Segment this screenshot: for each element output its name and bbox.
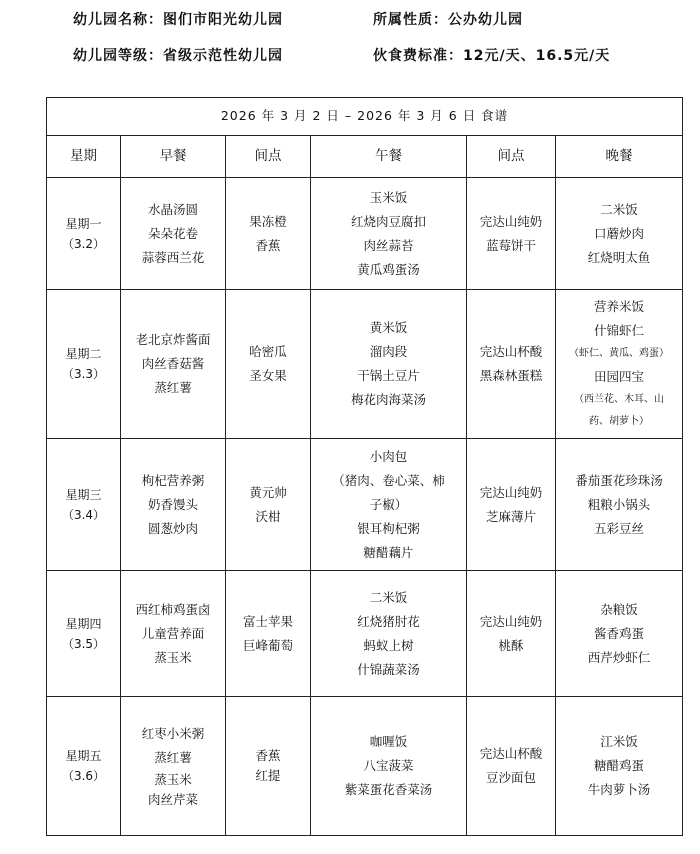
menu-item: 黄米饭: [369, 320, 408, 335]
menu-item: 香蕉: [255, 237, 281, 253]
afternoon-snack-cell: [467, 571, 556, 697]
weekly-menu-table: [46, 97, 683, 836]
menu-item: 糖醋鸡蛋: [594, 758, 645, 773]
kindergarten-level-value: 省级示范性幼儿园: [163, 48, 283, 64]
menu-item-ingredients: 子椒）: [369, 496, 408, 512]
kindergarten-level: [73, 45, 283, 65]
menu-item: 黄元帅: [249, 484, 287, 500]
menu-item: 梅花肉海菜汤: [350, 392, 426, 407]
menu-row-thursday: [47, 571, 683, 697]
menu-item: 干锅土豆片: [357, 368, 420, 383]
weekday-date: （3.3）: [61, 367, 106, 381]
menu-item: 沃柑: [255, 508, 281, 524]
menu-item: 圣女果: [249, 368, 287, 383]
menu-item: 芝麻薄片: [485, 508, 536, 524]
lunch-cell: [311, 571, 467, 697]
menu-item: 银耳枸杞粥: [357, 520, 420, 536]
menu-item: 圆葱炒肉: [147, 520, 198, 536]
menu-item: 紫菜蛋花香菜汤: [344, 782, 433, 797]
menu-item: 枸杞营养粥: [141, 472, 205, 488]
menu-item: 二米饭: [600, 201, 638, 217]
menu-item: 蒸红薯: [154, 380, 192, 395]
menu-item-ingredients: 药、胡萝卜）: [589, 416, 650, 427]
menu-item: 巨峰葡萄: [242, 637, 293, 653]
lunch-cell: [311, 697, 467, 836]
column-header-afternoon-snack: 间点: [467, 136, 556, 178]
column-header-morning-snack: 间点: [226, 136, 311, 178]
menu-item: 田园四宝: [594, 369, 645, 384]
menu-item-ingredients: （虾仁、黄瓜、鸡蛋）: [569, 348, 670, 359]
dinner-cell: [556, 439, 683, 571]
morning-snack-cell: [226, 439, 311, 571]
column-header-row: [47, 136, 683, 178]
weekday-cell: [47, 697, 121, 836]
kindergarten-name-value: 图们市阳光幼儿园: [163, 12, 283, 28]
dinner-cell: [556, 571, 683, 697]
menu-item: 肉丝香菇酱: [141, 356, 205, 371]
afternoon-snack-cell: [467, 439, 556, 571]
breakfast-cell: [121, 439, 226, 571]
menu-item: 完达山纯奶: [479, 213, 543, 229]
menu-row-monday: [47, 178, 683, 290]
dinner-cell: [556, 290, 683, 439]
menu-item: 完达山杯酸: [479, 746, 543, 761]
menu-item: 香蕉: [255, 748, 281, 763]
dinner-cell: [556, 178, 683, 290]
menu-item: 果冻橙: [249, 213, 287, 229]
menu-item: 溜肉段: [369, 344, 408, 359]
menu-item: 酱香鸡蛋: [594, 625, 645, 641]
kindergarten-nature: [373, 9, 523, 29]
afternoon-snack-cell: [467, 178, 556, 290]
menu-item: 奶香馒头: [147, 496, 198, 512]
menu-item: 肉丝蒜苔: [363, 237, 414, 253]
weekday-date: （3.2）: [61, 236, 106, 251]
weekday-date: （3.5）: [61, 636, 106, 651]
menu-item: 朵朵花卷: [147, 225, 198, 241]
weekday-cell: [47, 439, 121, 571]
menu-item: 蓝莓饼干: [485, 237, 536, 253]
menu-item: 完达山杯酸: [479, 344, 543, 359]
morning-snack-cell: [226, 178, 311, 290]
menu-row-friday: [47, 697, 683, 836]
menu-item: 红烧明太鱼: [587, 249, 651, 265]
menu-item: 五彩豆丝: [594, 520, 645, 536]
menu-row-wednesday: [47, 439, 683, 571]
menu-item: 玉米饭: [369, 189, 408, 205]
menu-item: 蒜蓉西兰花: [141, 249, 205, 265]
menu-item: 糖醋藕片: [363, 544, 414, 560]
menu-item: 什锦蔬菜汤: [357, 661, 420, 677]
breakfast-cell: [121, 290, 226, 439]
menu-item: 红烧猪肘花: [357, 613, 420, 629]
menu-item: 小肉包: [369, 448, 408, 464]
menu-item: 粗粮小锅头: [587, 496, 651, 512]
menu-item: 蒸红薯: [154, 750, 192, 765]
column-header-lunch: 午餐: [311, 136, 467, 178]
menu-item-ingredients: （西兰花、木耳、山: [574, 394, 665, 405]
menu-item: 红烧肉豆腐扣: [350, 213, 426, 229]
menu-row-tuesday: [47, 290, 683, 439]
kindergarten-name: [73, 9, 283, 29]
weekday-cell: [47, 178, 121, 290]
menu-item: 豆沙面包: [485, 770, 536, 785]
afternoon-snack-cell: [467, 697, 556, 836]
menu-item: 蚂蚁上树: [363, 637, 414, 653]
morning-snack-cell: [226, 697, 311, 836]
menu-item: 西芹炒虾仁: [587, 649, 651, 665]
column-header-breakfast: 早餐: [121, 136, 226, 178]
kindergarten-level-label: 幼儿园等级：: [73, 48, 163, 64]
menu-item: 黄瓜鸡蛋汤: [357, 261, 420, 277]
menu-item: 口蘑炒肉: [594, 225, 645, 241]
menu-item: 桃酥: [498, 637, 524, 653]
menu-item: 二米饭: [369, 589, 408, 605]
meal-fee-label: 伙食费标准：: [373, 48, 463, 64]
kindergarten-nature-label: 所属性质：: [373, 12, 448, 28]
menu-item: 红枣小米粥: [141, 726, 205, 741]
breakfast-cell: [121, 571, 226, 697]
meal-fee-standard: [373, 45, 610, 65]
menu-item: 牛肉萝卜汤: [587, 782, 651, 797]
menu-item: 蒸玉米: [154, 649, 192, 665]
weekday-date: （3.6）: [61, 769, 106, 783]
menu-item: 肉丝芹菜: [147, 792, 198, 807]
menu-item: 杂粮饭: [600, 601, 638, 617]
lunch-cell: [311, 290, 467, 439]
kindergarten-name-label: 幼儿园名称：: [73, 12, 163, 28]
menu-item: 富士苹果: [242, 613, 293, 629]
menu-item: 什锦虾仁: [594, 323, 645, 338]
lunch-cell: [311, 439, 467, 571]
menu-item: 八宝菠菜: [363, 758, 414, 773]
weekday-name: 星期二: [65, 347, 102, 361]
afternoon-snack-cell: [467, 290, 556, 439]
weekday-name: 星期三: [65, 487, 102, 502]
menu-item: 哈密瓜: [249, 344, 287, 359]
column-header-dinner: 晚餐: [556, 136, 683, 178]
morning-snack-cell: [226, 571, 311, 697]
menu-item: 儿童营养面: [141, 625, 205, 641]
kindergarten-nature-value: 公办幼儿园: [448, 12, 523, 28]
menu-item: 老北京炸酱面: [135, 332, 211, 347]
weekday-name: 星期四: [65, 616, 102, 631]
weekday-date: （3.4）: [61, 507, 106, 522]
menu-item-ingredients: （猪肉、卷心菜、柿: [332, 472, 445, 488]
lunch-cell: [311, 178, 467, 290]
column-header-weekday: 星期: [47, 136, 121, 178]
menu-item: 营养米饭: [594, 299, 645, 314]
breakfast-cell: [121, 697, 226, 836]
menu-item: 红提: [255, 768, 281, 783]
menu-item: 江米饭: [600, 734, 638, 749]
menu-item: 蒸玉米: [154, 772, 192, 787]
morning-snack-cell: [226, 290, 311, 439]
weekday-name: 星期一: [65, 216, 102, 231]
menu-item: 完达山纯奶: [479, 613, 543, 629]
dinner-cell: [556, 697, 683, 836]
menu-item: 咖喱饭: [369, 734, 408, 749]
weekday-name: 星期五: [65, 749, 102, 763]
menu-item: 西红柿鸡蛋卤: [135, 601, 211, 617]
menu-title: 2026 年 3 月 2 日 – 2026 年 3 月 6 日 食谱: [47, 98, 683, 136]
weekday-cell: [47, 290, 121, 439]
breakfast-cell: [121, 178, 226, 290]
weekday-cell: [47, 571, 121, 697]
meal-fee-value: 12元/天、16.5元/天: [463, 48, 611, 64]
menu-item: 完达山纯奶: [479, 484, 543, 500]
menu-item: 黑森林蛋糕: [479, 368, 543, 383]
menu-item: 番茄蛋花珍珠汤: [575, 472, 663, 488]
menu-item: 水晶汤圆: [147, 201, 198, 217]
